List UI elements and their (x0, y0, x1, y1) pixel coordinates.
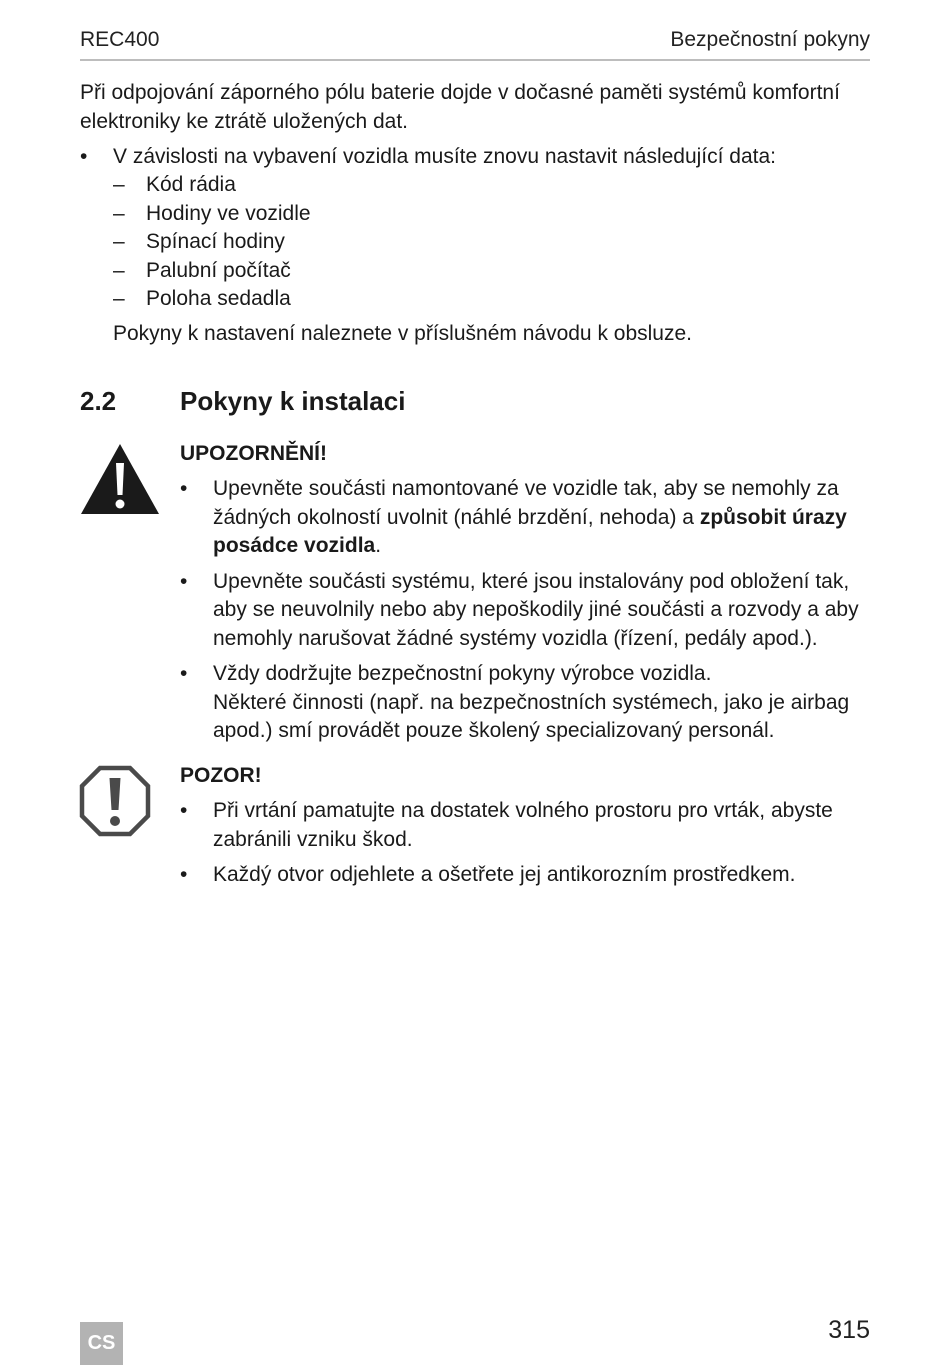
text-line: Vždy dodržujte bezpečnostní pokyny výrobce vozidla. (213, 662, 712, 685)
list-item (180, 861, 880, 890)
text-run: . (375, 534, 382, 557)
emphasis-text: způsobit úrazy posádce vozidla (213, 505, 847, 557)
list-item-text: Palubní počítač (146, 258, 291, 282)
list-item (180, 568, 880, 654)
dash-mark: – (113, 201, 125, 225)
caution-octagon-icon (79, 765, 151, 837)
bullet-mark: • (180, 569, 188, 593)
warning-block (180, 440, 880, 753)
dash-mark: – (113, 173, 125, 196)
text-line: Některé činnosti (např. na bezpečnostních systémech, jako je airbag apod.) smí provádět pouze školený specializovaný personál. (213, 690, 850, 742)
caution-block (180, 762, 880, 897)
bullet-mark: • (180, 799, 188, 822)
language-badge: CS (80, 1322, 123, 1365)
list-item-text (213, 660, 880, 746)
section-number: 2.2 (80, 386, 117, 416)
section-heading (80, 386, 405, 417)
caution-title: POZOR! (180, 764, 262, 787)
bullet-mark: • (180, 662, 188, 685)
data-list (113, 171, 311, 314)
list-item (113, 257, 311, 286)
list-item-text: Každý otvor odjehlete a ošetřete jej antikorozním prostředkem. (213, 863, 796, 886)
intro-paragraph: Při odpojování záporného pólu baterie dojde v dočasné paměti systémů komfortní elektroniky ke ztrátě uložených dat. (80, 81, 840, 133)
warning-triangle-icon (80, 443, 160, 515)
list-item-text: Spínací hodiny (146, 230, 285, 253)
list-item-text: Kód rádia (146, 173, 236, 196)
list-item (113, 171, 311, 200)
list-item (113, 200, 311, 229)
list-item-text: Hodiny ve vozidle (146, 201, 311, 225)
header-divider (80, 59, 870, 61)
list-item-text: Při vrtání pamatujte na dostatek volného prostoru pro vrták, abyste zabránili vzniku škod. (213, 799, 833, 851)
list-item (113, 285, 311, 314)
list-item (180, 797, 880, 854)
text-run: Upevněte součásti namontované ve vozidle tak, aby se nemohly za žádných okolností uvolnit (náhlé brzdění, nehoda) a (213, 477, 839, 529)
caution-list (180, 797, 880, 890)
list-item-text (213, 475, 880, 561)
bullet-mark: • (180, 477, 188, 500)
dash-mark: – (113, 287, 125, 310)
list-item (180, 660, 880, 746)
section-title: Pokyny k instalaci (180, 386, 406, 416)
bullet-mark: • (180, 863, 188, 886)
warning-title: UPOZORNĚNÍ! (180, 442, 327, 465)
list-item (113, 228, 311, 257)
list-item-text: Upevněte součásti systému, které jsou instalovány pod obložení tak, aby se neuvolnily nebo aby nepoškodily jiné součásti a rozvody a aby nemohly narušovat žádné systémy vozidla (řízení, pedály apod.). (213, 569, 859, 650)
page-header (80, 28, 870, 56)
warning-list (180, 475, 880, 746)
settings-note: Pokyny k nastavení naleznete v příslušném návodu k obsluze. (113, 322, 692, 345)
header-product: REC400 (80, 28, 160, 51)
page-number: 315 (828, 1316, 870, 1344)
list-item (180, 475, 880, 561)
dash-mark: – (113, 230, 125, 253)
dash-mark: – (113, 258, 125, 282)
bullet-mark: • (80, 145, 88, 168)
header-chapter: Bezpečnostní pokyny (670, 28, 870, 51)
requirement-bullet (80, 143, 880, 172)
list-item-text: Poloha sedadla (146, 287, 291, 310)
requirement-text: V závislosti na vybavení vozidla musíte znovu nastavit následující data: (113, 145, 777, 168)
